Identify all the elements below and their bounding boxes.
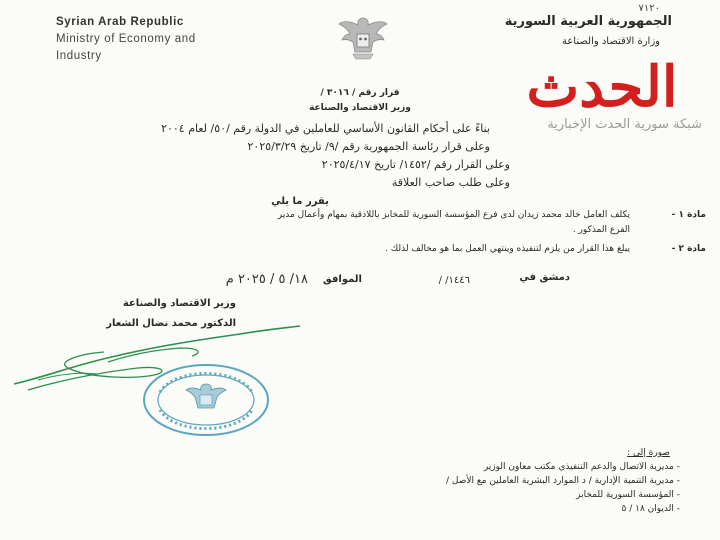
- news-logo-watermark: الحدث: [526, 54, 678, 120]
- article-1-line-2: الفرع المذكور .: [572, 225, 630, 235]
- copies-heading: صورة إلى :: [627, 448, 670, 458]
- signatory-title: وزير الاقتصاد والصناعة: [122, 298, 236, 309]
- signatory-name: الدكتور محمد نضال الشعار: [106, 318, 236, 329]
- date-corresponds-label: الموافق: [322, 274, 362, 285]
- eagle-emblem-icon: [336, 12, 390, 64]
- article-2-label: مادة ٢ -: [671, 244, 706, 254]
- english-letterhead: [56, 14, 256, 65]
- copies-item-1: - مديرية الاتصال والدعم التنفيذي مكتب معاون الوزير: [483, 462, 680, 472]
- ministry-name-en-line1: Ministry of Economy and: [56, 33, 196, 45]
- date-place: دمشق في: [519, 272, 570, 283]
- copies-item-3: - المؤسسة السورية للمخابز: [576, 490, 680, 500]
- decides-heading: يقرر ما يلي: [271, 196, 329, 207]
- date-gregorian: ١٨/ ٥ / ٢٠٢٥ م: [225, 272, 308, 287]
- article-1-line-1: يكلف العامل خالد محمد زيدان لدى فرع المؤسسة السورية للمخابز باللاذقية بمهام وأعمال مدير: [277, 210, 630, 220]
- article-2-line-1: يبلغ هذا القرار من يلزم لتنفيذه وينتهي العمل بما هو مخالف لذلك .: [385, 244, 630, 254]
- copies-item-2: - مديرية التنمية الإدارية / د الموارد البشرية العاملين مع الأصل /: [446, 476, 680, 486]
- basis-line-2: وعلى قرار رئاسة الجمهورية رقم /٩/ تاريخ ٢٠٢٥/٣/٢٩: [247, 140, 490, 153]
- basis-line-3: وعلى القرار رقم /١٤٥٢/ تاريخ ٢٠٢٥/٤/١٧: [321, 158, 510, 171]
- basis-line-1: بناءً على أحكام القانون الأساسي للعاملين في الدولة رقم /٥٠/ لعام ٢٠٠٤: [161, 122, 490, 135]
- decision-issuer: وزير الاقتصاد والصناعة: [309, 103, 411, 113]
- reference-number-top: ٧١٢٠: [638, 3, 660, 14]
- news-network-watermark: شبكة سورية الحدث الإخبارية: [547, 117, 702, 132]
- decision-number: قرار رقم / ٣٠١٦ /: [320, 88, 400, 98]
- basis-line-4: وعلى طلب صاحب العلاقة: [391, 176, 510, 189]
- official-stamp-graphic: [140, 362, 272, 438]
- country-name-en: Syrian Arab Republic: [56, 16, 184, 28]
- country-name-ar: الجمهورية العربية السورية: [504, 14, 672, 29]
- copies-item-4: - الديوان ١٨ / ٥: [621, 504, 680, 514]
- ministry-name-en-line2: Industry: [56, 50, 102, 62]
- article-1-label: مادة ١ -: [671, 210, 706, 220]
- date-hijri: / /١٤٤٦: [438, 275, 470, 286]
- ministry-name-ar: وزارة الاقتصاد والصناعة: [561, 36, 660, 47]
